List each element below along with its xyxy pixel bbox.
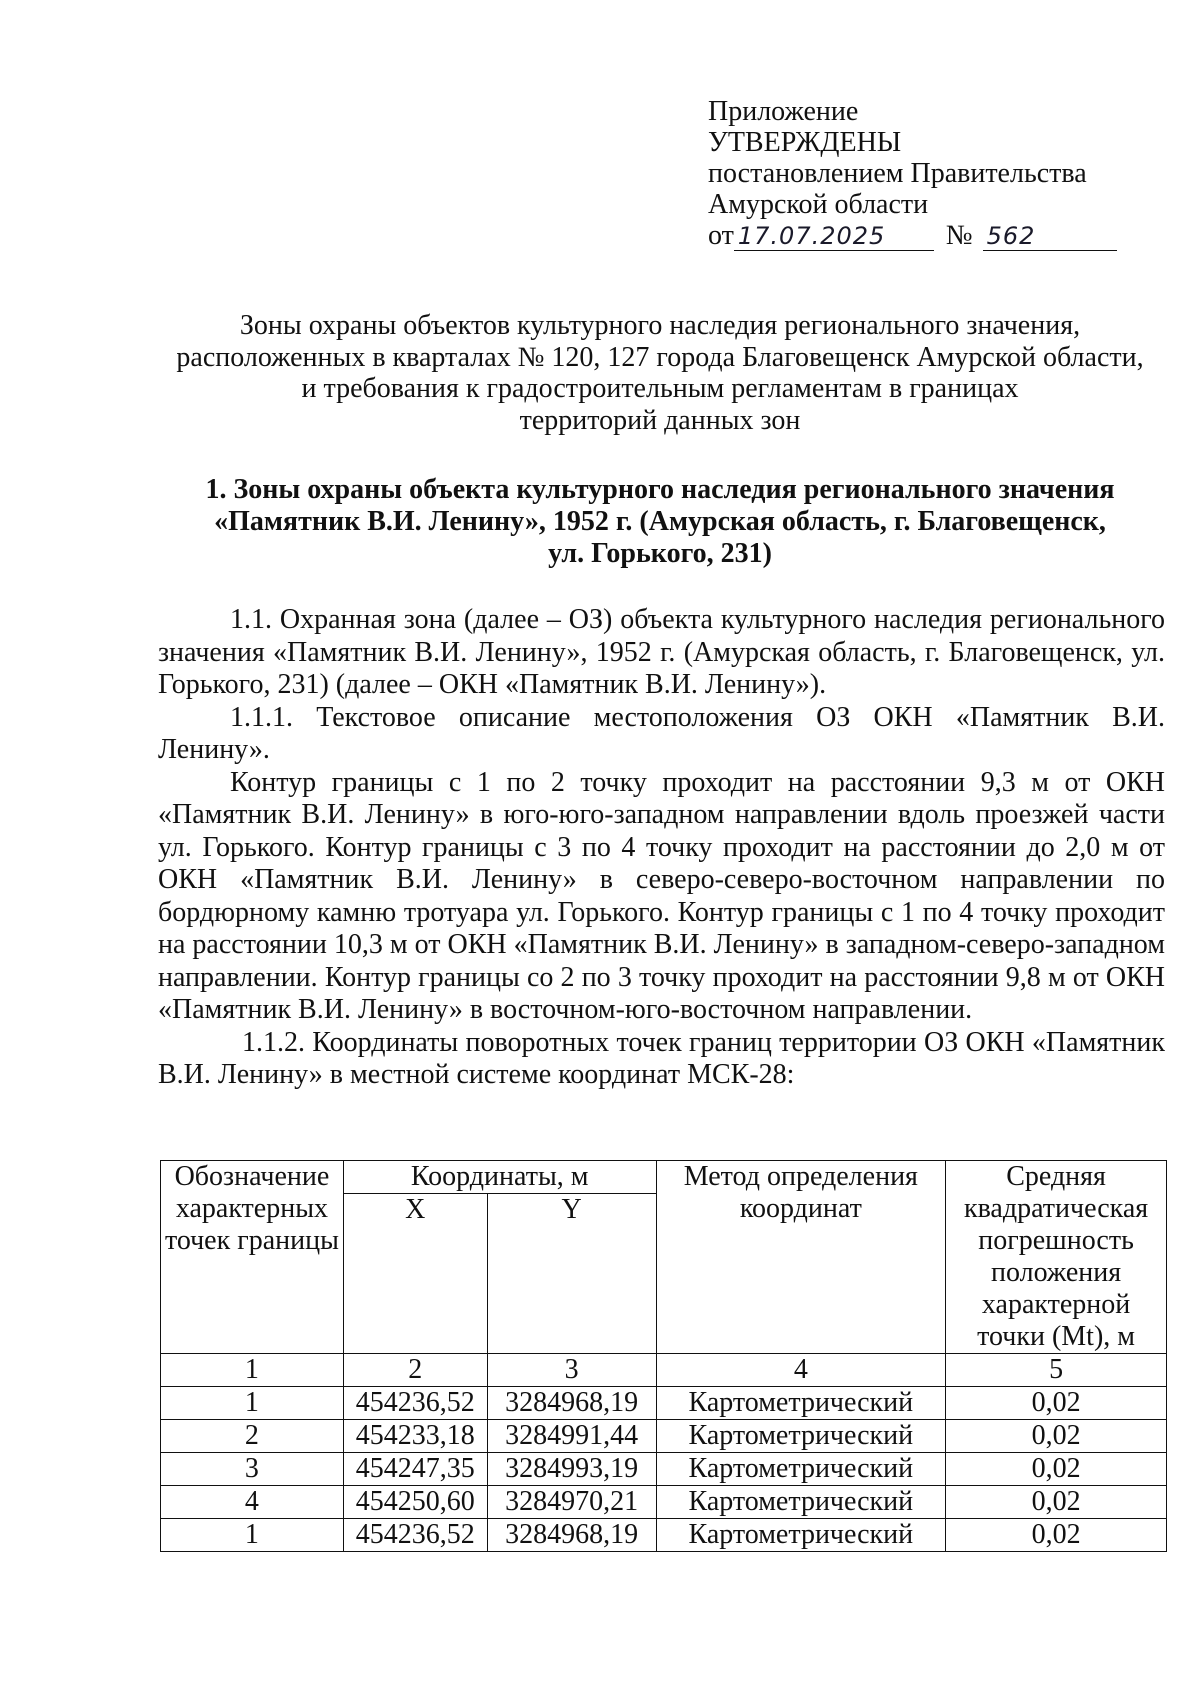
cell-x: 454236,52 <box>343 1387 487 1420</box>
header-method: Метод определения координат <box>656 1161 946 1354</box>
cell-error: 0,02 <box>946 1387 1167 1420</box>
cell-error: 0,02 <box>946 1453 1167 1486</box>
title-line: расположенных в кварталах № 120, 127 города Благовещенск Амурской области, <box>176 341 1144 373</box>
cell-point: 3 <box>161 1453 344 1486</box>
table-row <box>161 1519 1167 1552</box>
cell-method: Картометрический <box>656 1453 946 1486</box>
cell-error: 0,02 <box>946 1519 1167 1552</box>
coordinates-table <box>160 1160 1167 1552</box>
column-number: 1 <box>161 1354 344 1387</box>
paragraph-1-1-1: 1.1.1. Текстовое описание местоположения ОЗ ОКН «Памятник В.И. Ленину». <box>158 701 1165 765</box>
document-title <box>150 310 1170 436</box>
paragraph-boundary-description: Контур границы с 1 по 2 точку проходит на расстоянии 9,3 м от ОКН «Памятник В.И. Ленину» в юго-юго-западном направлении вдоль проезжей части ул. Горького. Контур границы с 3 по 4 точку проходит на расстоянии до 2,0 м от ОКН «Памятник В.И. Ленину» в северо-северо-восточном направлении по бордюрному камню тротуара ул. Горького. Контур границы с 1 по 4 точку проходит на расстоянии 10,3 м от ОКН «Памятник В.И. Ленину» в западном-северо-западном направлении. Контур границы со 2 по 3 точку проходит на расстоянии 9,8 м от ОКН «Памятник В.И. Ленину» в восточном-юго-восточном направлении. <box>158 766 1165 1025</box>
table-row <box>161 1387 1167 1420</box>
cell-method: Картометрический <box>656 1486 946 1519</box>
approved-label: УТВЕРЖДЕНЫ <box>708 127 902 158</box>
table-row <box>161 1420 1167 1453</box>
cell-x: 454236,52 <box>343 1519 487 1552</box>
cell-error: 0,02 <box>946 1486 1167 1519</box>
cell-method: Картометрический <box>656 1420 946 1453</box>
column-number-row <box>161 1354 1167 1387</box>
paragraph-1-1: 1.1. Охранная зона (далее – ОЗ) объекта культурного наследия регионального значения «Памятник В.И. Ленину», 1952 г. (Амурская область, г. Благовещенск, ул. Горького, 231) (далее – ОКН «Памятник В.И. Ленину»). <box>158 604 1165 700</box>
cell-y: 3284970,21 <box>487 1486 656 1519</box>
header-coordinates: Координаты, м <box>343 1161 656 1194</box>
cell-y: 3284993,19 <box>487 1453 656 1486</box>
number-prefix: № <box>945 220 973 251</box>
cell-x: 454247,35 <box>343 1453 487 1486</box>
title-line: и требования к градостроительным регламентам в границах <box>301 373 1019 404</box>
date-number-row <box>708 220 1128 251</box>
cell-point: 1 <box>161 1387 344 1420</box>
table-row <box>161 1486 1167 1519</box>
cell-y: 3284991,44 <box>487 1420 656 1453</box>
handwritten-date: 17.07.2025 <box>734 222 934 251</box>
header-point: Обозначение характерных точек границы <box>161 1161 344 1354</box>
column-number: 5 <box>946 1354 1167 1387</box>
title-line: Зоны охраны объектов культурного наследия регионального значения, <box>239 310 1081 341</box>
column-number: 2 <box>343 1354 487 1387</box>
region-label: Амурской области <box>708 189 929 220</box>
section-heading-line: 1. Зоны охраны объекта культурного наследия регионального значения <box>205 474 1115 505</box>
paragraph-1-1-2: 1.1.2. Координаты поворотных точек границ территории ОЗ ОКН «Памятник В.И. Ленину» в местной системе координат МСК-28: <box>158 1026 1165 1090</box>
cell-point: 2 <box>161 1420 344 1453</box>
cell-point: 4 <box>161 1486 344 1519</box>
header-x: X <box>343 1194 487 1354</box>
cell-y: 3284968,19 <box>487 1387 656 1420</box>
document-body <box>158 604 1165 1092</box>
appendix-label: Приложение <box>708 96 859 127</box>
section-heading-line: «Памятник В.И. Ленину», 1952 г. (Амурская область, г. Благовещенск, <box>214 506 1106 537</box>
cell-method: Картометрический <box>656 1519 946 1552</box>
resolution-label: постановлением Правительства <box>708 158 1087 189</box>
cell-x: 454233,18 <box>343 1420 487 1453</box>
column-number: 4 <box>656 1354 946 1387</box>
title-line: территорий данных зон <box>519 404 801 436</box>
section-heading-line: ул. Горького, 231) <box>548 538 772 569</box>
header-error: Средняя квадратическая погрешность положения характерной точки (Mt), м <box>946 1161 1167 1354</box>
header-y: Y <box>487 1194 656 1354</box>
table-header-row <box>161 1161 1167 1194</box>
date-prefix: от <box>708 220 734 251</box>
column-number: 3 <box>487 1354 656 1387</box>
handwritten-number: 562 <box>983 222 1117 251</box>
cell-x: 454250,60 <box>343 1486 487 1519</box>
approval-block <box>708 96 1128 251</box>
cell-y: 3284968,19 <box>487 1519 656 1552</box>
cell-point: 1 <box>161 1519 344 1552</box>
cell-method: Картометрический <box>656 1387 946 1420</box>
table-row <box>161 1453 1167 1486</box>
section-heading <box>150 474 1170 570</box>
cell-error: 0,02 <box>946 1420 1167 1453</box>
